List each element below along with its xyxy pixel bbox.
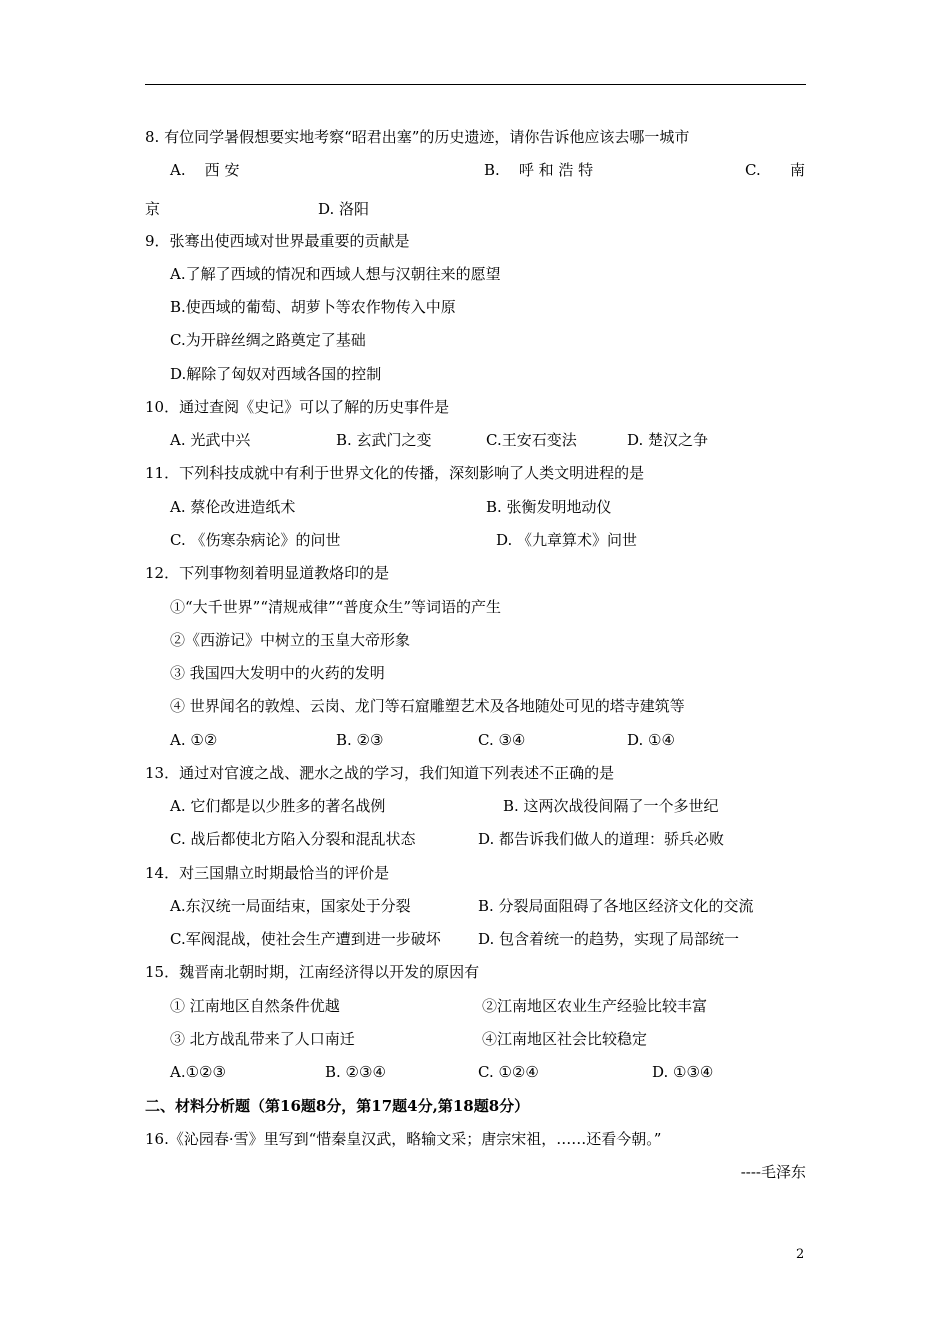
- q15-option-b: B. ②③④: [325, 1063, 386, 1081]
- q8-option-b: B. 呼 和 浩 特: [484, 161, 594, 179]
- q15-item-1: ① 江南地区自然条件优越: [170, 997, 340, 1015]
- q12-option-c: C. ③④: [478, 731, 526, 749]
- header-rule: [145, 84, 806, 85]
- q10-option-b: B. 玄武门之变: [336, 431, 432, 449]
- q10-stem: 10．通过查阅《史记》可以了解的历史事件是: [145, 398, 450, 416]
- q11-option-a: A. 蔡伦改进造纸术: [170, 498, 296, 516]
- q15-option-c: C. ①②④: [478, 1063, 539, 1081]
- q8-option-c-char1: 南: [790, 161, 806, 179]
- q8-option-c-label: C.: [745, 161, 761, 179]
- q12-option-a: A. ①②: [170, 731, 218, 749]
- q9-stem: 9．张骞出使西域对世界最重要的贡献是: [145, 232, 410, 250]
- q13-stem: 13．通过对官渡之战、淝水之战的学习，我们知道下列表述不正确的是: [145, 764, 615, 782]
- q14-option-b: B. 分裂局面阻碍了各地区经济文化的交流: [478, 897, 754, 915]
- q8-option-d: D. 洛阳: [318, 200, 370, 218]
- q9-option-b: B.使西域的葡萄、胡萝卜等农作物传入中原: [170, 298, 456, 316]
- page-number: 2: [796, 1247, 805, 1262]
- q12-item-1: ①“大千世界”“清规戒律”“普度众生”等词语的产生: [170, 598, 502, 616]
- q11-option-c: C. 《伤寒杂病论》的问世: [170, 531, 341, 549]
- q12-item-4: ④ 世界闻名的敦煌、云岗、龙门等石窟雕塑艺术及各地随处可见的塔寺建筑等: [170, 697, 685, 715]
- q12-item-2: ②《西游记》中树立的玉皇大帝形象: [170, 631, 411, 649]
- q14-stem: 14．对三国鼎立时期最恰当的评价是: [145, 864, 390, 882]
- q12-item-3: ③ 我国四大发明中的火药的发明: [170, 664, 385, 682]
- q11-option-b: B. 张衡发明地动仪: [486, 498, 612, 516]
- q15-item-4: ④江南地区社会比较稳定: [482, 1030, 648, 1048]
- q12-option-d: D. ①④: [627, 731, 675, 749]
- q10-option-d: D. 楚汉之争: [627, 431, 709, 449]
- q9-option-c: C.为开辟丝绸之路奠定了基础: [170, 331, 366, 349]
- q12-option-b: B. ②③: [336, 731, 384, 749]
- q8-option-c-char2: 京: [145, 200, 161, 218]
- q8-option-a: A. 西 安: [170, 161, 240, 179]
- q13-option-b: B. 这两次战役间隔了一个多世纪: [503, 797, 719, 815]
- q16-stem: 16.《沁园春·雪》里写到“惜秦皇汉武，略输文采；唐宗宋祖，……还看今朝。”: [145, 1130, 662, 1148]
- q10-option-a: A. 光武中兴: [170, 431, 251, 449]
- q13-option-c: C. 战后都使北方陷入分裂和混乱状态: [170, 830, 416, 848]
- q9-option-a: A.了解了西域的情况和西域人想与汉朝往来的愿望: [170, 265, 501, 283]
- q11-stem: 11．下列科技成就中有利于世界文化的传播，深刻影响了人类文明进程的是: [145, 464, 645, 482]
- q15-option-a: A.①②③: [170, 1063, 226, 1081]
- q16-attribution: ----毛泽东: [740, 1163, 806, 1181]
- q15-stem: 15．魏晋南北朝时期，江南经济得以开发的原因有: [145, 963, 480, 981]
- q8-stem: 8. 有位同学暑假想要实地考察“昭君出塞”的历史遗迹，请你告诉他应该去哪一城市: [145, 128, 690, 146]
- q9-option-d: D.解除了匈奴对西域各国的控制: [170, 365, 382, 383]
- q10-option-c: C.王安石变法: [486, 431, 577, 449]
- section2-heading: 二、材料分析题（第16题8分，第17题4分,第18题8分）: [145, 1097, 530, 1115]
- q13-option-a: A. 它们都是以少胜多的著名战例: [170, 797, 386, 815]
- q13-option-d: D. 都告诉我们做人的道理：骄兵必败: [478, 830, 725, 848]
- q14-option-d: D. 包含着统一的趋势，实现了局部统一: [478, 930, 740, 948]
- q15-option-d: D. ①③④: [652, 1063, 714, 1081]
- q11-option-d: D. 《九章算术》问世: [496, 531, 638, 549]
- q14-option-a: A.东汉统一局面结束，国家处于分裂: [170, 897, 411, 915]
- q15-item-2: ②江南地区农业生产经验比较丰富: [482, 997, 708, 1015]
- q14-option-c: C.军阀混战，使社会生产遭到进一步破坏: [170, 930, 441, 948]
- q15-item-3: ③ 北方战乱带来了人口南迁: [170, 1030, 355, 1048]
- q12-stem: 12．下列事物刻着明显道教烙印的是: [145, 564, 390, 582]
